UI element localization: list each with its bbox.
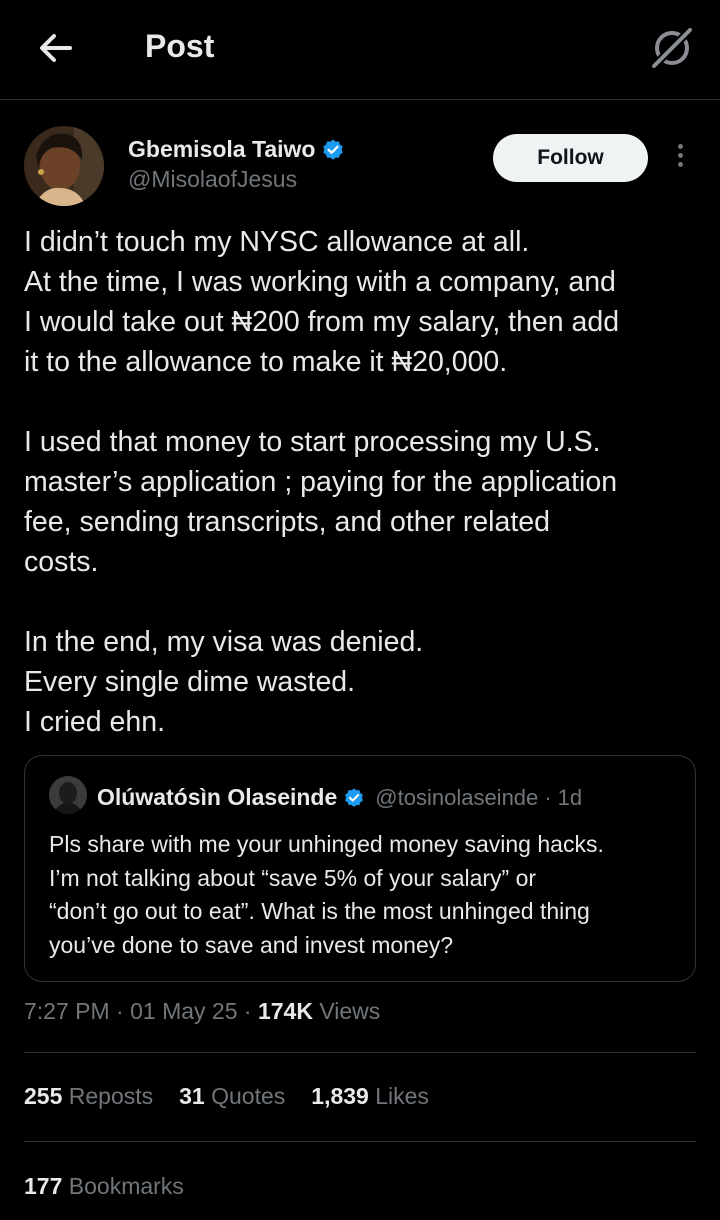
post-text xyxy=(24,222,704,742)
author-name[interactable]: Gbemisola Taiwo xyxy=(128,136,316,162)
quoted-line: I’m not talking about “save 5% of your salary” or xyxy=(49,864,537,891)
grok-icon[interactable] xyxy=(648,24,696,72)
quoted-author-name: Olúwatósìn Olaseinde xyxy=(97,784,338,810)
separator-dot: · xyxy=(109,998,131,1024)
post-line: I cried ehn. xyxy=(24,706,165,738)
post-line: In the end, my visa was denied. xyxy=(24,626,424,658)
divider xyxy=(24,1052,696,1053)
likes-count: 1,839 xyxy=(311,1083,369,1109)
back-arrow-icon[interactable] xyxy=(34,26,78,70)
post-date: 01 May 25 xyxy=(130,998,238,1024)
follow-button[interactable]: Follow xyxy=(493,134,648,182)
verified-badge-icon xyxy=(343,787,365,809)
bookmarks-stat[interactable] xyxy=(24,1173,184,1200)
views-count: 174K xyxy=(257,998,313,1024)
post-line: I would take out ₦200 from my salary, then add xyxy=(24,306,620,338)
quoted-post-text xyxy=(49,828,679,962)
top-bar xyxy=(0,0,720,100)
post-metadata xyxy=(24,998,380,1025)
divider xyxy=(24,1141,696,1142)
author-name-row xyxy=(128,136,345,163)
post-line: I used that money to start processing my U.S. xyxy=(24,426,601,458)
likes-label: Likes xyxy=(368,1083,429,1109)
bookmarks-label: Bookmarks xyxy=(62,1173,184,1199)
quoted-post-card[interactable] xyxy=(24,755,696,982)
separator-dot: · xyxy=(237,998,258,1024)
author-avatar[interactable] xyxy=(24,126,104,206)
quoted-author-handle: @tosinolaseinde xyxy=(375,784,539,810)
reposts-count: 255 xyxy=(24,1083,63,1109)
quoted-line: “don’t go out to eat”. What is the most unhinged thing xyxy=(49,898,590,924)
quoted-post-header xyxy=(97,784,582,811)
engagement-stats xyxy=(24,1083,455,1110)
post-line: fee, sending transcripts, and other related xyxy=(24,506,550,538)
post-line: it to the allowance to make it ₦20,000. xyxy=(24,346,508,378)
more-options-icon[interactable] xyxy=(668,140,692,176)
verified-badge-icon xyxy=(321,138,345,162)
post-line: I didn’t touch my NYSC allowance at all. xyxy=(24,226,530,258)
quoted-author-avatar xyxy=(49,776,87,814)
reposts-label: Reposts xyxy=(62,1083,154,1109)
views-label: Views xyxy=(312,998,381,1024)
quotes-count: 31 xyxy=(179,1083,205,1109)
likes-stat[interactable] xyxy=(311,1083,429,1110)
post-time: 7:27 PM xyxy=(24,998,110,1024)
post-line: costs. xyxy=(24,546,99,578)
quotes-label: Quotes xyxy=(204,1083,286,1109)
separator-dot: · xyxy=(544,784,552,810)
post-line: master’s application ; paying for the application xyxy=(24,466,618,498)
quotes-stat[interactable] xyxy=(179,1083,285,1110)
quoted-line: Pls share with me your unhinged money saving hacks. xyxy=(49,831,604,857)
page-title: Post xyxy=(145,28,215,64)
post-line: At the time, I was working with a company, and xyxy=(24,266,616,298)
quoted-line: you’ve done to save and invest money? xyxy=(49,931,454,958)
quoted-post-time: 1d xyxy=(557,784,583,810)
post-line: Every single dime wasted. xyxy=(24,666,356,698)
bookmarks-count: 177 xyxy=(24,1173,63,1199)
author-handle[interactable]: @MisolaofJesus xyxy=(128,166,298,192)
reposts-stat[interactable] xyxy=(24,1083,153,1110)
